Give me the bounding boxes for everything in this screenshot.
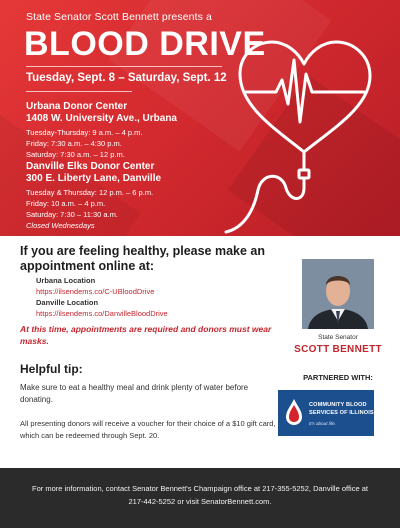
senator-title: State Senator [318, 334, 358, 341]
voucher-note: All presenting donors will receive a voucher for their choice of a $10 gift card, which can be redeemed through Sept. 20. [20, 419, 276, 440]
heart-heartbeat-iv-icon [214, 30, 394, 235]
partner-tagline: It's about life. [309, 421, 336, 426]
appointment-headline: If you are feeling healthy, please make an appointment online at: [20, 244, 266, 273]
danville-location-label: Danville Location [36, 298, 99, 307]
presenter-line: State Senator Scott Bennett presents a [26, 11, 212, 23]
page-title: BLOOD DRIVE [24, 25, 266, 63]
divider [26, 66, 222, 67]
divider [26, 91, 132, 92]
location-hours: Tuesday & Thursday: 12 p.m. – 6 p.m. [26, 188, 154, 197]
closed-note: Closed Wednesdays [26, 221, 95, 230]
location-name: Urbana Donor Center [26, 101, 128, 112]
location-hours: Saturday: 7:30 – 11:30 a.m. [26, 210, 119, 219]
location-hours: Friday: 7:30 a.m. – 4:30 p.m. [26, 139, 122, 148]
senator-portrait-illustration [302, 259, 374, 329]
urbana-signup-link[interactable]: https://ilsendems.co/C-UBloodDrive [36, 287, 155, 296]
blood-drop-icon [284, 398, 304, 426]
location-name: Danville Elks Donor Center [26, 161, 155, 172]
footer [0, 468, 400, 528]
location-address: 1408 W. University Ave., Urbana [26, 113, 177, 124]
location-danville [26, 161, 161, 231]
danville-signup-link[interactable]: https://ilsendems.co/DanvilleBloodDrive [36, 309, 168, 318]
tip-heading: Helpful tip: [20, 362, 83, 376]
senator-name: SCOTT BENNETT [294, 344, 382, 355]
tip-body: Make sure to eat a healthy meal and drink plenty of water before donating. [20, 383, 249, 404]
event-dates: Tuesday, Sept. 8 – Saturday, Sept. 12 [26, 72, 227, 84]
location-hours: Tuesday-Thursday: 9 a.m. – 4 p.m. [26, 128, 143, 137]
urbana-location-label: Urbana Location [36, 276, 96, 285]
location-urbana [26, 101, 177, 160]
senator-portrait [302, 259, 374, 329]
partner-name-line2: SERVICES OF ILLINOIS [309, 410, 374, 416]
mask-requirement-notice: At this time, appointments are required and donors must wear masks. [20, 324, 272, 346]
partner-logo [278, 390, 374, 436]
location-address: 300 E. Liberty Lane, Danville [26, 173, 162, 184]
hero-banner [0, 0, 400, 236]
contact-info: For more information, contact Senator Bennett's Champaign office at 217-355-5252, Danville office at 217-442-5252 or visit SenatorBennett.com. [32, 484, 368, 506]
partner-name-line1: COMMUNITY BLOOD [309, 402, 367, 408]
location-hours: Friday: 10 a.m. – 4 p.m. [26, 199, 106, 208]
location-hours: Saturday: 7:30 a.m. – 12 p.m. [26, 150, 125, 159]
partner-label: PARTNERED WITH: [303, 373, 373, 382]
